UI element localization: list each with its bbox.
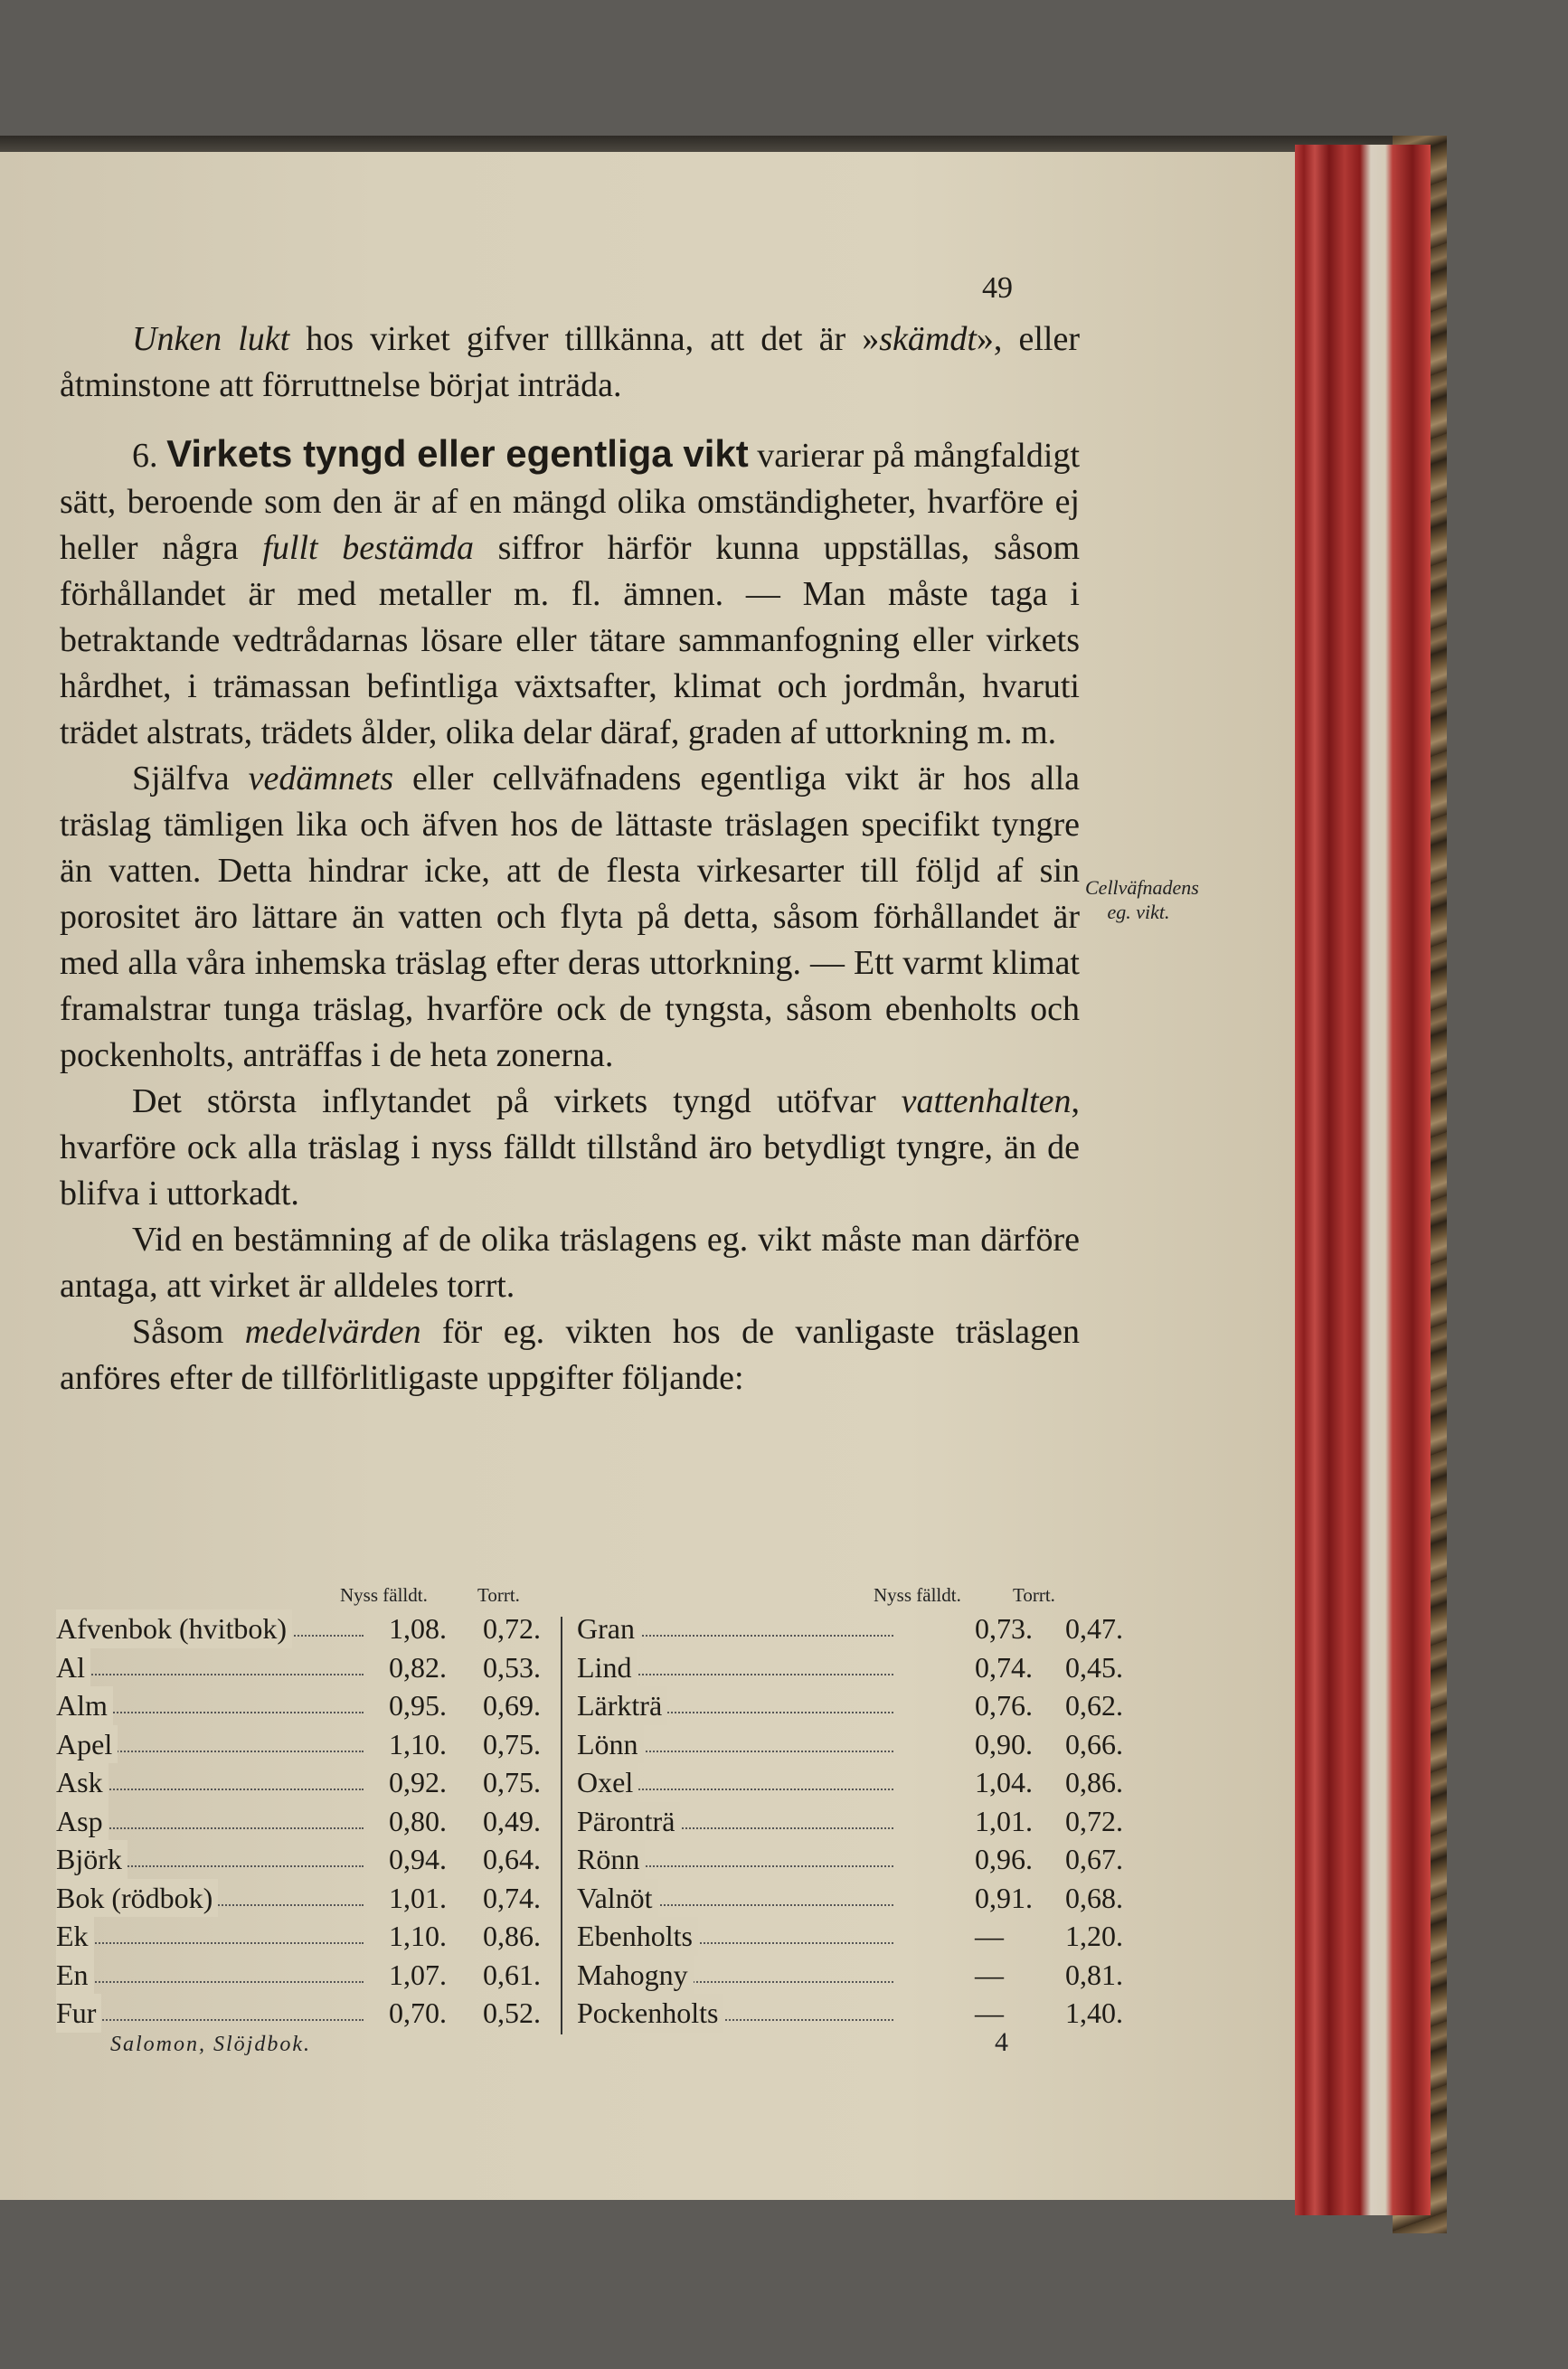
dry-weight: 0,86.: [1065, 1766, 1123, 1798]
dry-weight: 0,67.: [1065, 1843, 1123, 1875]
table-row: [56, 1956, 544, 1995]
fresh-weight: 0,82.: [389, 1650, 447, 1684]
dry-weight: 0,45.: [1065, 1650, 1123, 1684]
leader-dots: [56, 1648, 364, 1675]
dry-weight: 0,61.: [483, 1958, 541, 1991]
fresh-weight: 0,90.: [975, 1727, 1033, 1760]
table-row: [56, 1840, 544, 1879]
text: Såsom: [132, 1313, 245, 1351]
dry-weight: 0,52.: [483, 1996, 541, 2029]
section-number: 6.: [132, 437, 167, 475]
dry-weight: 1,40.: [1065, 1996, 1123, 2029]
fresh-weight: 0,80.: [389, 1804, 447, 1837]
wood-name: Oxel: [577, 1763, 638, 1802]
wood-name: Ask: [56, 1763, 109, 1802]
dry-weight: 0,53.: [483, 1650, 541, 1684]
col-header-dry-right: Torrt.: [1013, 1584, 1055, 1606]
footer-source: Salomon, Slöjdbok.: [110, 2033, 311, 2056]
table-row: [577, 1840, 1123, 1879]
wood-name: Fur: [56, 1994, 101, 2033]
text: siffror härför kunna uppställas, såsom förhållandet är med metaller m. fl. ämnen. — Man måste taga i betraktande vedtrådarnas lösare eller tätare sammanfogning eller virkets hårdhet, i trämassan befintliga växtsafter, klimat och jordmån, hvaruti trädet alstrats, trädets ålder, olika delar däraf, graden af uttorkning m. m.: [60, 529, 1081, 751]
table-row: [577, 1917, 1123, 1956]
wood-name: Gran: [577, 1609, 640, 1648]
table-row: [56, 1802, 544, 1841]
wood-name: Asp: [56, 1802, 109, 1841]
table-row: [577, 1648, 1123, 1687]
table-row: [577, 1879, 1123, 1918]
table-row: [56, 1917, 544, 1956]
fresh-weight: 0,70.: [389, 1996, 447, 2029]
table-row: [56, 1879, 544, 1918]
paragraph-5: Vid en bestämning af de olika träslagens eg. vikt måste man därföre antaga, att virket är alldeles torrt.: [60, 1221, 1080, 1305]
fresh-weight: 1,04.: [975, 1766, 1033, 1798]
emphasis: vedämnets: [248, 760, 394, 798]
table-row: [577, 1609, 1123, 1648]
margin-note: Cellväfnadens eg. vikt.: [1085, 876, 1199, 923]
text: , hvarföre ock alla träslag i nyss fälldt tillstånd äro betydligt tyngre, än de blifva i uttorkadt.: [60, 1082, 1080, 1213]
fresh-weight: —: [975, 1920, 1004, 1952]
emphasis: vattenhalten: [901, 1082, 1072, 1120]
fresh-weight: 0,92.: [389, 1766, 447, 1798]
table-left-column: [56, 1609, 544, 2033]
wood-name: Alm: [56, 1686, 113, 1725]
wood-name: Björk: [56, 1840, 128, 1879]
page-edges: [1295, 145, 1431, 2215]
fresh-weight: 0,73.: [975, 1612, 1033, 1645]
wood-name: Ek: [56, 1917, 94, 1956]
col-header-fresh-right: Nyss fälldt.: [874, 1584, 961, 1606]
col-header-dry-left: Torrt.: [477, 1584, 520, 1606]
dry-weight: 0,72.: [1065, 1804, 1123, 1837]
table-row: [577, 1802, 1123, 1841]
table-row: [577, 1725, 1123, 1764]
column-divider: [561, 1617, 562, 2034]
paragraph-1: [60, 316, 1080, 409]
wood-name: Lönn: [577, 1725, 644, 1764]
fresh-weight: 0,94.: [389, 1843, 447, 1875]
dry-weight: 0,64.: [483, 1843, 541, 1875]
dry-weight: 0,75.: [483, 1727, 541, 1760]
fresh-weight: 1,10.: [389, 1920, 447, 1952]
emphasis: fullt bestämda: [262, 529, 474, 567]
emphasis: skämdt: [879, 320, 977, 358]
table-row: [56, 1648, 544, 1687]
paragraph-3: [60, 756, 1080, 1079]
text: hos virket gifver tillkänna, att det är »: [289, 320, 880, 358]
dry-weight: 0,47.: [1065, 1612, 1123, 1645]
paragraph-4: [60, 1079, 1080, 1217]
wood-name: Pockenholts: [577, 1994, 723, 2033]
text: », eller åtminstone att förruttnelse börjat inträda.: [60, 320, 1080, 404]
table-row: [56, 1725, 544, 1764]
wood-name: Lärkträ: [577, 1686, 667, 1725]
fresh-weight: 0,76.: [975, 1689, 1033, 1722]
wood-name: Lind: [577, 1648, 637, 1687]
fresh-weight: 1,01.: [975, 1804, 1033, 1837]
dry-weight: 0,68.: [1065, 1881, 1123, 1914]
dry-weight: 0,62.: [1065, 1689, 1123, 1722]
text: Själfva: [132, 760, 249, 798]
table-row: [577, 1686, 1123, 1725]
dry-weight: 0,81.: [1065, 1958, 1123, 1991]
table-row: [577, 1994, 1123, 2033]
fresh-weight: 1,08.: [389, 1612, 447, 1645]
text: varierar på mångfaldigt sätt, beroende som den är af en mängd olika omständigheter, hvarföre ej heller några: [60, 437, 1081, 567]
fresh-weight: 0,96.: [975, 1843, 1033, 1875]
table-row: [56, 1763, 544, 1802]
leader-dots: [56, 1917, 364, 1944]
text: eller cellväfnadens egentliga vikt är hos alla träslag tämligen lika och äfven hos de lättaste träslagen specifikt tyngre än vatten. Detta hindrar icke, att de flesta virkesarter till följd af sin porositet äro lättare än vatten och flyta på detta, såsom förhållandet är med alla våra inhemska träslag efter deras uttorkning. — Ett varmt klimat framalstrar tunga träslag, hvarföre ock de tyngsta, såsom ebenholts och pockenholts, anträffas i de heta zonerna.: [60, 760, 1080, 1074]
wood-name: En: [56, 1956, 94, 1995]
leader-dots: [56, 1956, 364, 1983]
table-row: [56, 1994, 544, 2033]
wood-name: Mahogny: [577, 1956, 694, 1995]
table-row: [56, 1686, 544, 1725]
wood-name: Valnöt: [577, 1879, 658, 1918]
dry-weight: 0,72.: [483, 1612, 541, 1645]
fresh-weight: 0,95.: [389, 1689, 447, 1722]
emphasis: Unken lukt: [132, 320, 290, 358]
body-text: [60, 316, 1080, 1402]
fresh-weight: 0,74.: [975, 1650, 1033, 1684]
wood-name: Ebenholts: [577, 1917, 698, 1956]
dry-weight: 0,74.: [483, 1881, 541, 1914]
fresh-weight: —: [975, 1996, 1004, 2029]
emphasis: medelvärden: [244, 1313, 421, 1351]
leader-dots: [56, 1994, 364, 2021]
col-header-fresh-left: Nyss fälldt.: [340, 1584, 428, 1606]
fresh-weight: 1,01.: [389, 1881, 447, 1914]
paragraph-2: [60, 430, 1080, 756]
dry-weight: 0,66.: [1065, 1727, 1123, 1760]
fresh-weight: 1,07.: [389, 1958, 447, 1991]
dry-weight: 0,49.: [483, 1804, 541, 1837]
dry-weight: 0,75.: [483, 1766, 541, 1798]
fresh-weight: 0,91.: [975, 1881, 1033, 1914]
wood-name: Apel: [56, 1725, 118, 1764]
table-right-column: [577, 1609, 1123, 2033]
page-number: 49: [982, 271, 1013, 305]
table-row: [56, 1609, 544, 1648]
wood-name: Afvenbok (hvitbok): [56, 1609, 292, 1648]
dry-weight: 0,86.: [483, 1920, 541, 1952]
text: Det största inflytandet på virkets tyngd utöfvar: [132, 1082, 902, 1120]
dry-weight: 1,20.: [1065, 1920, 1123, 1952]
wood-name: Päronträ: [577, 1802, 680, 1841]
wood-name: Bok (rödbok): [56, 1879, 218, 1918]
signature-mark: 4: [995, 2027, 1008, 2057]
table-row: [577, 1956, 1123, 1995]
section-heading: Virkets tyngd eller egentliga vikt: [166, 432, 749, 475]
dry-weight: 0,69.: [483, 1689, 541, 1722]
fresh-weight: —: [975, 1958, 1004, 1991]
table-row: [577, 1763, 1123, 1802]
wood-name: Al: [56, 1648, 90, 1687]
paragraph-6: [60, 1309, 1080, 1402]
text: för eg. vikten hos de vanligaste träslagen anföres efter de tillförlitligaste uppgifter följande:: [60, 1313, 1080, 1397]
fresh-weight: 1,10.: [389, 1727, 447, 1760]
wood-name: Rönn: [577, 1840, 645, 1879]
